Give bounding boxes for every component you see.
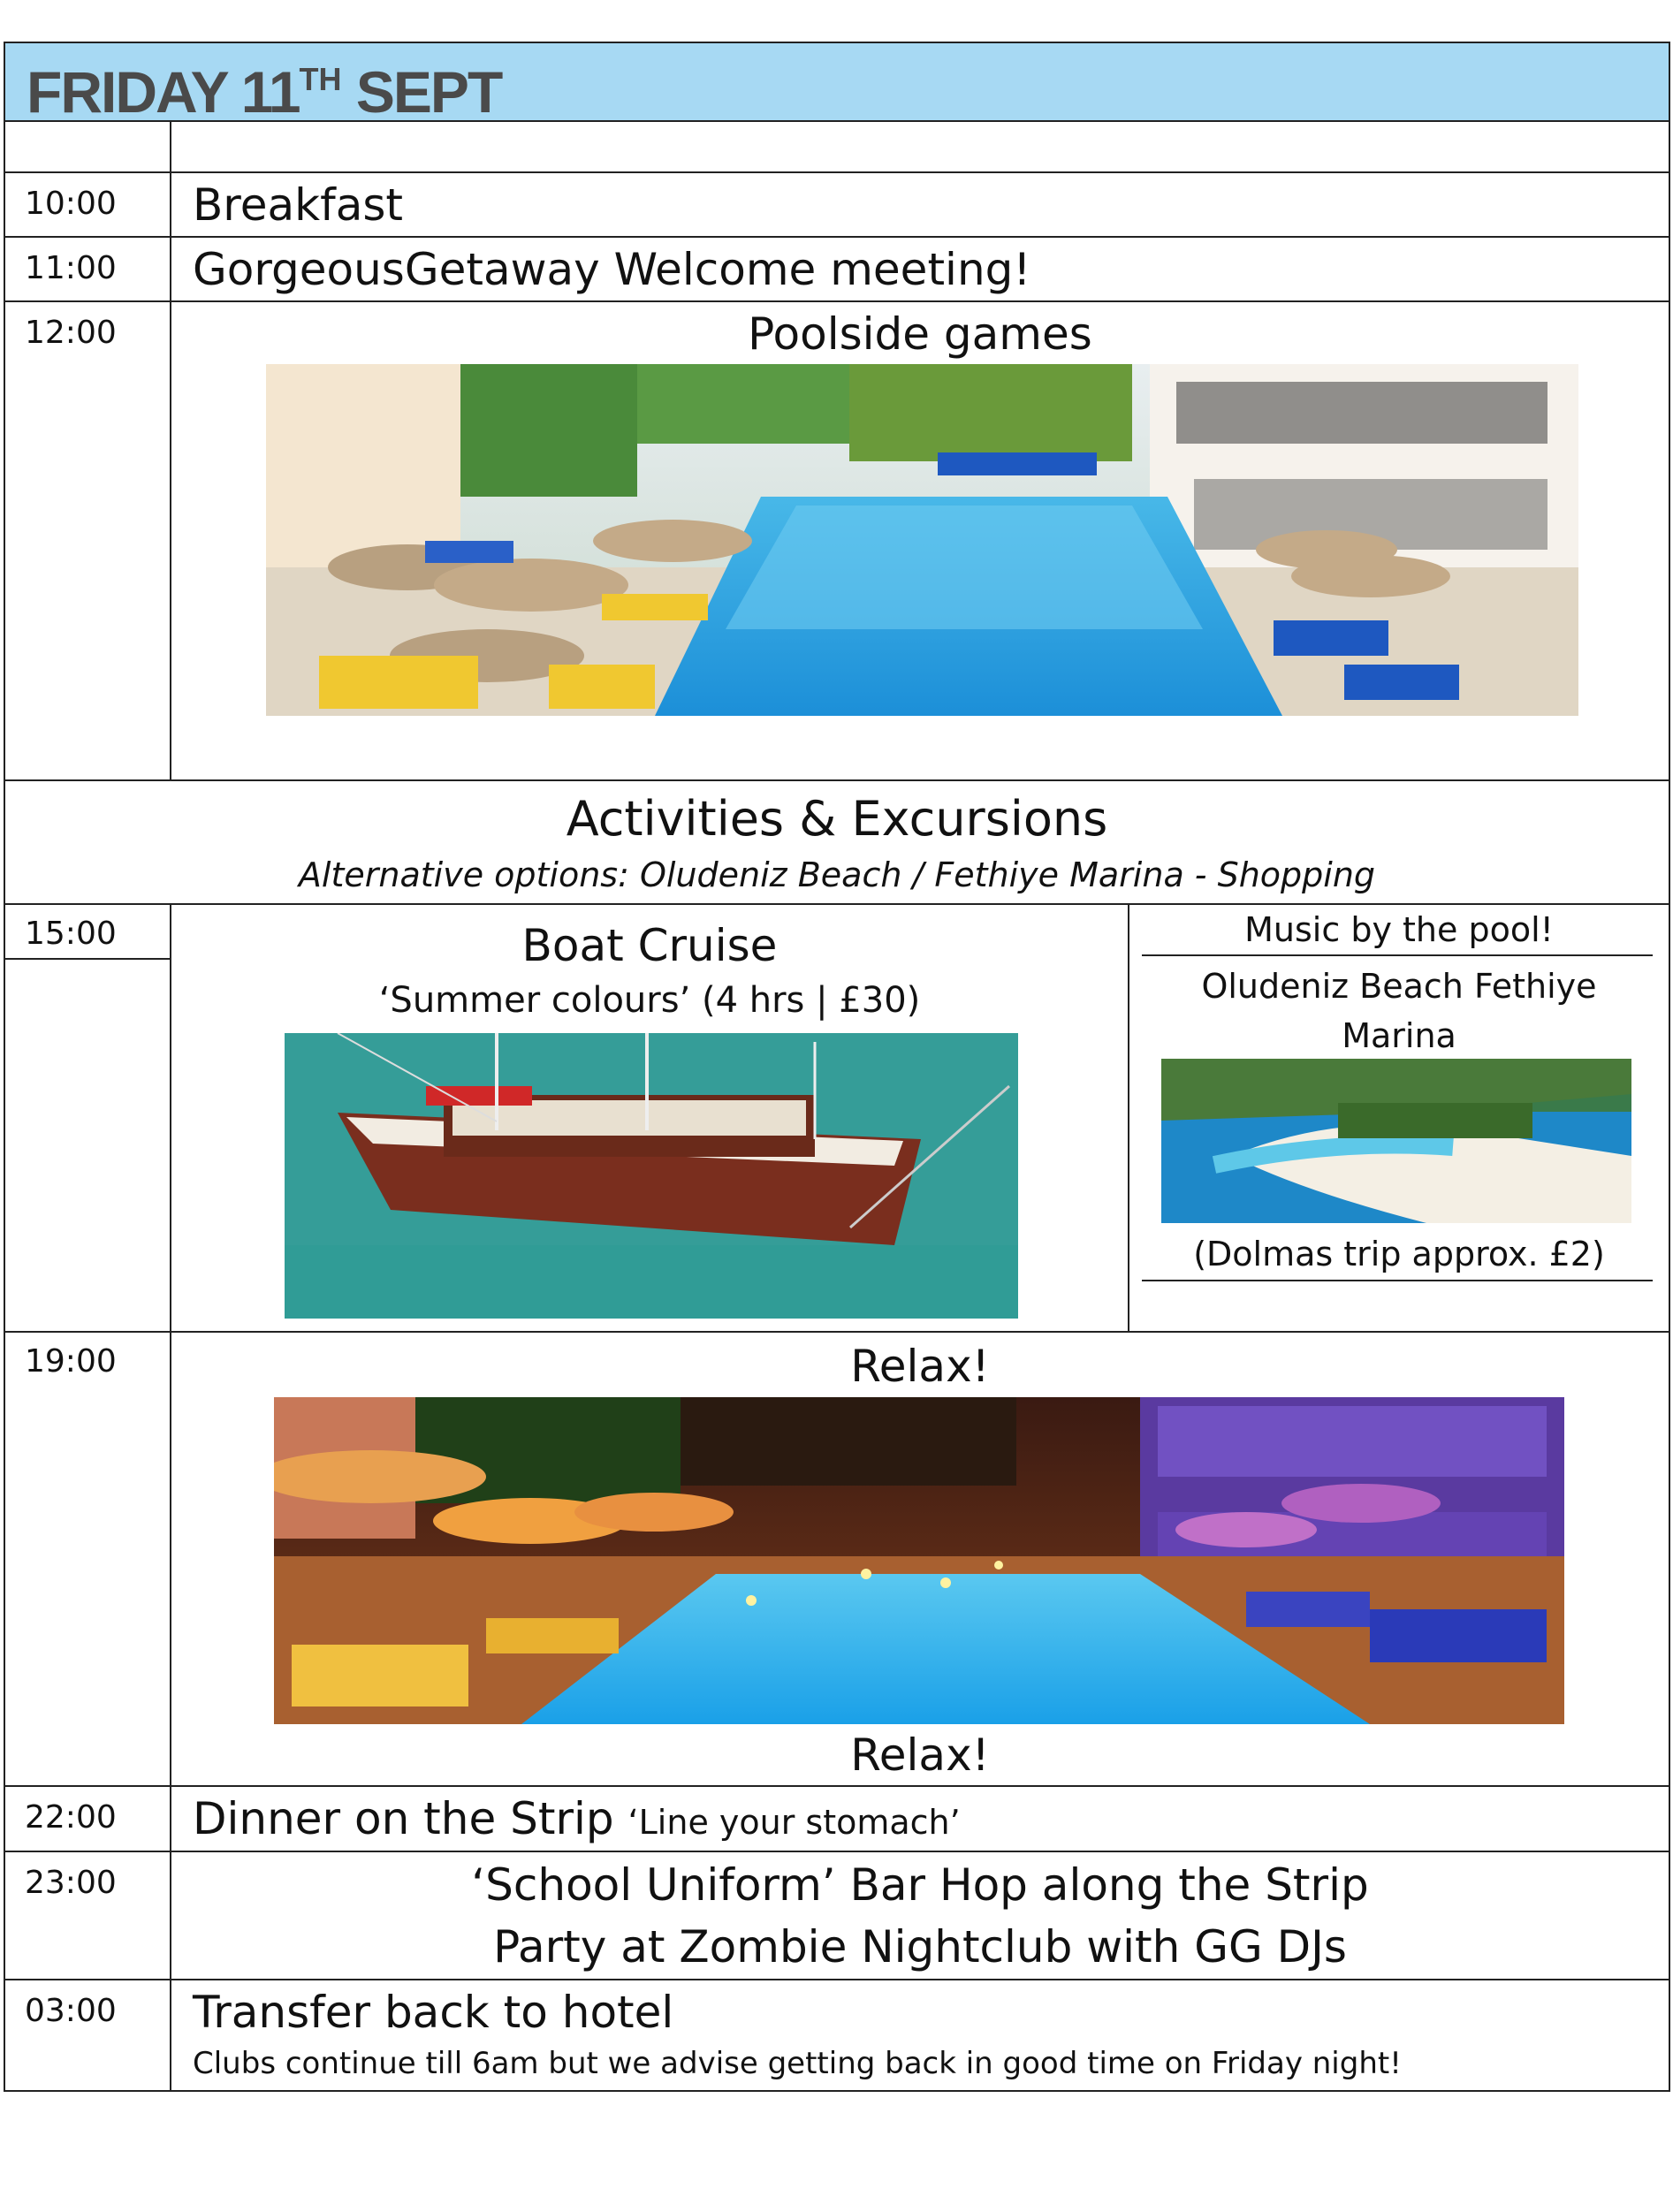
time-1100: 11:00	[4, 236, 171, 302]
oludeniz-beach-photo	[1161, 1059, 1631, 1223]
boat-cruise-title: Boat Cruise	[521, 920, 778, 971]
time-1500-cell	[4, 903, 171, 1333]
breakfast-text: Breakfast	[170, 171, 1670, 238]
boat-cruise-cell	[170, 903, 1129, 1333]
time-1900: 19:00	[4, 1331, 171, 1787]
relax-top-text: Relax!	[850, 1341, 990, 1392]
time-0300: 03:00	[4, 1979, 171, 2092]
activities-subtitle: Alternative options: Oludeniz Beach / Fethiye Marina - Shopping	[298, 855, 1376, 894]
time-divider	[4, 958, 171, 960]
activities-title: Activities & Excursions	[566, 791, 1108, 847]
row-1900	[4, 1331, 1670, 1787]
dolmas-text: (Dolmas trip approx. £2)	[1193, 1235, 1605, 1273]
music-by-pool-text: Music by the pool!	[1244, 910, 1554, 949]
dolmas-divider	[1142, 1280, 1653, 1281]
time-2200: 22:00	[4, 1785, 171, 1852]
activities-row	[4, 779, 1670, 905]
row-0300	[4, 1979, 1670, 2092]
welcome-meeting-text: GorgeousGetaway Welcome meeting!	[170, 236, 1670, 302]
zombie-party-text: Party at Zombie Nightclub with GG DJs	[493, 1921, 1347, 1973]
bar-hop-cell	[170, 1851, 1670, 1980]
boat-cruise-subtitle: ‘Summer colours’ (4 hrs | £30)	[378, 980, 921, 1021]
relax-cell	[170, 1331, 1670, 1787]
beach-marina-text: Oludeniz Beach Fethiye Marina	[1201, 967, 1597, 1055]
transfer-cell	[170, 1979, 1670, 2092]
row-2300	[4, 1851, 1670, 1980]
boat-cruise-photo	[285, 1033, 1018, 1319]
time-2300: 23:00	[4, 1851, 171, 1980]
pool-day-photo	[266, 364, 1578, 716]
blank-time-cell	[4, 120, 171, 173]
dinner-cell	[170, 1785, 1670, 1852]
row-1200	[4, 300, 1670, 781]
dinner-note: ‘Line your stomach’	[627, 1803, 961, 1842]
row-2200	[4, 1785, 1670, 1852]
row-1000	[4, 171, 1670, 238]
alternative-options-cell	[1128, 903, 1670, 1333]
time-1200: 12:00	[4, 300, 171, 781]
row-1500	[4, 903, 1670, 1333]
time-1000: 10:00	[4, 171, 171, 238]
day-header	[4, 42, 1670, 125]
blank-row	[4, 120, 1670, 173]
day-suffix: TH	[299, 61, 342, 97]
time-1500: 15:00	[25, 916, 117, 952]
clubs-note: Clubs continue till 6am but we advise getting back in good time on Friday night!	[193, 2046, 1402, 2081]
poolside-games-text: Poolside games	[748, 308, 1092, 360]
month-label: SEPT	[355, 59, 502, 125]
blank-content-cell	[170, 120, 1670, 173]
poolside-cell	[170, 300, 1670, 781]
day-label: FRIDAY 11	[27, 59, 300, 125]
pool-night-photo	[274, 1397, 1564, 1724]
music-divider	[1142, 954, 1653, 956]
transfer-text: Transfer back to hotel	[193, 1987, 674, 2038]
relax-bottom-text: Relax!	[850, 1729, 990, 1781]
row-1100	[4, 236, 1670, 302]
dinner-text: Dinner on the Strip	[193, 1793, 614, 1844]
bar-hop-text: ‘School Uniform’ Bar Hop along the Strip	[471, 1859, 1369, 1911]
